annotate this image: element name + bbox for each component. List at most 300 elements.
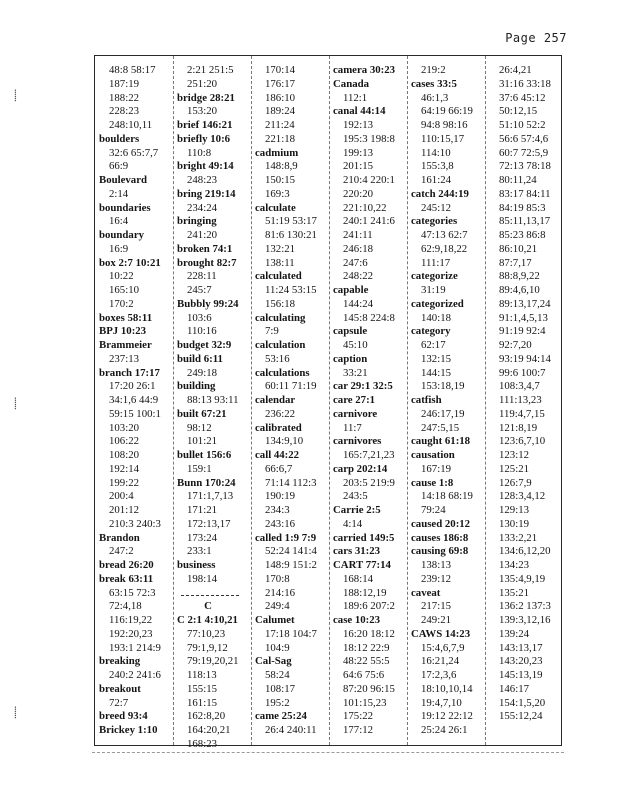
index-term: category — [411, 325, 451, 338]
index-ref: 26:4 240:11 — [265, 724, 317, 736]
index-ref: 101:21 — [187, 435, 217, 448]
index-ref: 239:12 — [421, 572, 451, 585]
index-ref: 48:8 58:17 — [109, 64, 156, 76]
index-ref: 134:9,10 — [265, 435, 304, 448]
index-ref: 165:7,21,23 — [343, 449, 395, 461]
index-ref: 198:14 — [187, 572, 217, 585]
index-ref: 171:1,7,13 — [187, 490, 234, 503]
index-term: boxes 58:11 — [99, 311, 153, 324]
index-ref: 162:8,20 — [187, 710, 226, 723]
index-ref: 16:9 — [109, 242, 129, 255]
index-ref: 241:20 — [187, 229, 217, 241]
index-ref: 56:6 57:4,6 — [499, 132, 549, 145]
index-term: bringing — [177, 215, 217, 228]
index-term: called 1:9 7:9 — [255, 531, 317, 544]
index-ref: 72:7 — [109, 696, 129, 709]
index-term: Cal-Sag — [255, 655, 292, 668]
index-ref: 58:24 — [265, 669, 290, 681]
section-letter: C — [204, 600, 212, 613]
index-ref: 19:12 22:12 — [421, 710, 473, 723]
index-ref: 201:15 — [343, 160, 373, 173]
index-term: build 6:11 — [177, 352, 223, 365]
index-term: breaking — [99, 655, 141, 668]
index-ref: 170:14 — [265, 64, 295, 76]
index-ref: 62:17 — [421, 339, 446, 351]
index-ref: 155:15 — [187, 682, 217, 695]
index-term: categories — [411, 215, 458, 228]
index-ref: 145:8 224:8 — [343, 311, 395, 324]
index-term: box 2:7 10:21 — [99, 256, 161, 269]
index-ref: 143:13,17 — [499, 641, 543, 654]
index-ref: 31:19 — [421, 284, 446, 296]
index-ref: 32:6 65:7,7 — [109, 146, 159, 159]
index-ref: 188:22 — [109, 91, 139, 104]
index-ref: 46:1,3 — [421, 91, 449, 104]
index-ref: 108:17 — [265, 682, 295, 695]
index-term: briefly 10:6 — [177, 132, 231, 145]
index-ref: 123:6,7,10 — [499, 435, 546, 448]
index-term: capsule — [333, 325, 368, 338]
index-ref: 199:13 — [343, 146, 373, 159]
index-ref: 217:15 — [421, 600, 451, 613]
index-term: Brickey 1:10 — [99, 724, 158, 736]
index-ref: 91:19 92:4 — [499, 325, 546, 338]
index-ref: 108:3,4,7 — [499, 380, 540, 393]
index-ref: 104:9 — [265, 641, 290, 654]
index-ref: 18:10,10,14 — [421, 682, 473, 695]
index-ref: 26:4,21 — [499, 64, 532, 76]
index-term: calculations — [255, 366, 310, 379]
index-ref: 85:11,13,17 — [499, 215, 551, 228]
index-ref: 110:15,17 — [421, 132, 465, 145]
index-ref: 60:11 71:19 — [265, 380, 317, 393]
index-term: causes 186:8 — [411, 531, 469, 544]
index-ref: 221:10,22 — [343, 201, 387, 214]
index-ref: 148:9 151:2 — [265, 559, 317, 571]
index-term: carnivore — [333, 407, 378, 420]
index-ref: 155:3,8 — [421, 160, 454, 173]
index-ref: 62:9,18,22 — [421, 242, 468, 255]
index-term: C 2:1 4:10,21 — [177, 614, 238, 626]
index-ref: 171:21 — [187, 504, 217, 516]
index-ref: 11:24 53:15 — [265, 284, 317, 296]
index-ref: 92:7,20 — [499, 339, 532, 351]
index-ref: 245:12 — [421, 201, 451, 214]
index-ref: 246:18 — [343, 242, 373, 255]
index-ref: 121:8,19 — [499, 421, 538, 434]
index-ref: 221:18 — [265, 132, 295, 145]
index-ref: 170:8 — [265, 572, 290, 585]
margin-mark-1: ⸽ — [14, 89, 17, 102]
index-ref: 51:19 53:17 — [265, 215, 317, 228]
index-term: Calumet — [255, 614, 295, 626]
index-ref: 146:17 — [499, 682, 529, 695]
index-ref: 135:4,9,19 — [499, 572, 546, 585]
index-term: breakout — [99, 682, 141, 695]
index-term: carried 149:5 — [333, 531, 395, 544]
index-ref: 123:12 — [499, 449, 529, 461]
index-ref: 126:7,9 — [499, 476, 532, 489]
index-ref: 211:24 — [265, 119, 295, 131]
section-rule — [175, 587, 253, 601]
index-term: boundaries — [99, 201, 151, 214]
index-term: bridge 28:21 — [177, 91, 235, 104]
index-term: breed 93:4 — [99, 710, 148, 723]
index-column-3 — [253, 64, 331, 738]
index-term: causation — [411, 449, 455, 461]
index-ref: 234:24 — [187, 201, 217, 214]
index-ref: 18:12 22:9 — [343, 641, 390, 654]
index-ref: 88:13 93:11 — [187, 394, 239, 406]
index-ref: 247:6 — [343, 256, 368, 269]
index-term: bullet 156:6 — [177, 449, 232, 461]
index-ref: 15:4,6,7,9 — [421, 641, 465, 654]
index-term: carnivores — [333, 435, 382, 448]
index-term: Brandon — [99, 531, 140, 544]
index-ref: 240:2 241:6 — [109, 669, 161, 681]
index-ref: 136:2 137:3 — [499, 600, 551, 613]
index-ref: 195:3 198:8 — [343, 132, 395, 145]
index-ref: 144:24 — [343, 297, 373, 310]
index-ref: 50:12,15 — [499, 105, 538, 118]
index-ref: 88:8,9,22 — [499, 270, 540, 283]
index-ref: 16:4 — [109, 215, 129, 228]
index-ref: 132:15 — [421, 352, 451, 365]
index-term: caveat — [411, 586, 441, 599]
index-ref: 64:6 75:6 — [343, 669, 385, 681]
index-ref: 234:3 — [265, 504, 290, 516]
index-ref: 33:21 — [343, 366, 368, 379]
index-term: caption — [333, 352, 368, 365]
index-ref: 201:12 — [109, 504, 139, 516]
index-ref: 195:2 — [265, 696, 290, 709]
index-ref: 45:10 — [343, 339, 368, 351]
index-term: Brammeier — [99, 339, 152, 351]
index-ref: 17:2,3,6 — [421, 669, 457, 681]
index-ref: 173:24 — [187, 531, 217, 544]
index-column-5 — [409, 64, 487, 738]
index-term: catfish — [411, 394, 442, 406]
index-term: broken 74:1 — [177, 242, 233, 255]
index-ref: 153:18,19 — [421, 380, 465, 393]
index-column-6 — [487, 64, 565, 724]
index-ref: 51:10 52:2 — [499, 119, 546, 131]
index-ref: 89:4,6,10 — [499, 284, 540, 296]
index-ref: 31:16 33:18 — [499, 77, 551, 90]
index-term: Boulevard — [99, 174, 147, 186]
index-ref: 153:20 — [187, 105, 217, 118]
index-ref: 98:12 — [187, 421, 212, 434]
index-ref: 241:11 — [343, 229, 373, 241]
index-term: canal 44:14 — [333, 105, 386, 118]
index-ref: 210:4 220:1 — [343, 174, 395, 186]
index-term: budget 32:9 — [177, 339, 232, 351]
index-ref: 59:15 100:1 — [109, 407, 161, 420]
bottom-rule — [92, 752, 564, 753]
index-ref: 110:8 — [187, 146, 212, 159]
index-ref: 140:18 — [421, 311, 451, 324]
index-ref: 64:19 66:19 — [421, 105, 473, 118]
index-term: calendar — [255, 394, 296, 406]
index-ref: 85:23 86:8 — [499, 229, 546, 241]
index-term: brief 146:21 — [177, 119, 233, 131]
index-ref: 133:2,21 — [499, 531, 538, 544]
index-ref: 154:1,5,20 — [499, 696, 546, 709]
index-ref: 155:12,24 — [499, 710, 543, 723]
index-term: causing 69:8 — [411, 545, 469, 558]
index-ref: 248:23 — [187, 174, 217, 186]
index-ref: 110:16 — [187, 325, 217, 338]
index-term: catch 244:19 — [411, 187, 469, 200]
index-ref: 246:17,19 — [421, 407, 465, 420]
index-term: cause 1:8 — [411, 476, 454, 489]
index-ref: 79:1,9,12 — [187, 641, 228, 654]
index-ref: 81:6 130:21 — [265, 229, 317, 241]
index-ref: 17:20 26:1 — [109, 380, 156, 393]
index-ref: 103:6 — [187, 311, 212, 324]
index-term: caused 20:12 — [411, 517, 471, 530]
index-term: cars 31:23 — [333, 545, 381, 558]
index-ref: 200:4 — [109, 490, 134, 503]
index-term: break 63:11 — [99, 572, 154, 585]
index-term: CART 77:14 — [333, 559, 391, 571]
index-ref: 161:15 — [187, 696, 217, 709]
index-ref: 189:6 207:2 — [343, 600, 395, 613]
index-ref: 168:14 — [343, 572, 373, 585]
index-term: business — [177, 559, 216, 571]
index-ref: 53:16 — [265, 352, 290, 365]
index-ref: 132:21 — [265, 242, 295, 255]
index-ref: 93:19 94:14 — [499, 352, 551, 365]
index-term: BPJ 10:23 — [99, 325, 147, 338]
index-ref: 66:6,7 — [265, 462, 293, 475]
index-ref: 164:20,21 — [187, 724, 231, 736]
index-ref: 128:3,4,12 — [499, 490, 546, 503]
index-ref: 203:5 219:9 — [343, 476, 395, 489]
index-term: calculating — [255, 311, 306, 324]
index-ref: 193:1 214:9 — [109, 641, 161, 654]
margin-mark-2: ⸽ — [14, 397, 17, 410]
index-ref: 47:13 62:7 — [421, 229, 468, 241]
index-ref: 248:22 — [343, 270, 373, 283]
index-ref: 251:20 — [187, 77, 217, 90]
index-ref: 143:20,23 — [499, 655, 543, 668]
index-ref: 144:15 — [421, 366, 451, 379]
index-term: calibrated — [255, 421, 302, 434]
index-ref: 138:11 — [265, 256, 295, 269]
index-ref: 60:7 72:5,9 — [499, 146, 549, 159]
index-term: cadmium — [255, 146, 299, 159]
index-ref: 80:11,24 — [499, 174, 537, 186]
index-ref: 228:23 — [109, 105, 139, 118]
index-ref: 101:15,23 — [343, 696, 387, 709]
index-ref: 247:2 — [109, 545, 134, 558]
index-ref: 84:19 85:3 — [499, 201, 546, 214]
index-ref: 177:12 — [343, 724, 373, 736]
index-ref: 240:1 241:6 — [343, 215, 395, 228]
index-ref: 4:14 — [343, 517, 363, 530]
index-ref: 114:10 — [421, 146, 451, 159]
index-term: bring 219:14 — [177, 187, 236, 200]
index-ref: 112:1 — [343, 91, 368, 104]
index-ref: 219:2 — [421, 64, 446, 76]
index-ref: 16:20 18:12 — [343, 627, 395, 640]
index-ref: 233:1 — [187, 545, 212, 558]
index-term: bread 26:20 — [99, 559, 154, 571]
index-ref: 83:17 84:11 — [499, 187, 551, 200]
index-ref: 89:13,17,24 — [499, 297, 551, 310]
index-term: Bubbly 99:24 — [177, 297, 239, 310]
index-ref: 72:4,18 — [109, 600, 142, 613]
index-ref: 192:14 — [109, 462, 139, 475]
index-term: boundary — [99, 229, 145, 241]
index-term: caught 61:18 — [411, 435, 471, 448]
index-ref: 243:16 — [265, 517, 295, 530]
index-ref: 148:8,9 — [265, 160, 298, 173]
index-ref: 63:15 72:3 — [109, 586, 156, 599]
index-term: carp 202:14 — [333, 462, 388, 475]
index-ref: 138:13 — [421, 559, 451, 571]
index-ref: 189:24 — [265, 105, 295, 118]
index-ref: 145:13,19 — [499, 669, 543, 681]
index-ref: 167:19 — [421, 462, 451, 475]
index-ref: 214:16 — [265, 586, 295, 599]
index-ref: 99:6 100:7 — [499, 366, 546, 379]
index-term: care 27:1 — [333, 394, 376, 406]
index-term: case 10:23 — [333, 614, 381, 626]
index-ref: 11:7 — [343, 421, 362, 434]
index-term: bright 49:14 — [177, 160, 234, 173]
index-ref: 156:18 — [265, 297, 295, 310]
index-term: Canada — [333, 77, 370, 90]
index-ref: 192:20,23 — [109, 627, 153, 640]
index-ref: 103:20 — [109, 421, 139, 434]
index-ref: 159:1 — [187, 462, 212, 475]
index-ref: 111:17 — [421, 256, 451, 269]
index-ref: 79:24 — [421, 504, 446, 516]
index-ref: 192:13 — [343, 119, 373, 131]
index-term: CAWS 14:23 — [411, 627, 471, 640]
index-term: built 67:21 — [177, 407, 227, 420]
index-ref: 19:4,7,10 — [421, 696, 462, 709]
index-ref: 66:9 — [109, 160, 129, 173]
index-term: calculation — [255, 339, 306, 351]
index-ref: 71:14 112:3 — [265, 476, 317, 489]
index-ref: 247:5,15 — [421, 421, 460, 434]
index-ref: 210:3 240:3 — [109, 517, 161, 530]
index-ref: 106:22 — [109, 435, 139, 448]
index-ref: 190:19 — [265, 490, 295, 503]
index-ref: 188:12,19 — [343, 586, 387, 599]
index-ref: 34:1,6 44:9 — [109, 394, 159, 406]
index-ref: 161:24 — [421, 174, 451, 186]
index-ref: 72:13 78:18 — [499, 160, 551, 173]
index-term: came 25:24 — [255, 710, 307, 723]
index-ref: 249:21 — [421, 614, 451, 626]
index-term: Carrie 2:5 — [333, 504, 381, 516]
index-ref: 248:10,11 — [109, 119, 153, 131]
index-ref: 243:5 — [343, 490, 368, 503]
index-box — [94, 55, 562, 750]
index-ref: 125:21 — [499, 462, 529, 475]
index-term: call 44:22 — [255, 449, 300, 461]
index-term: capable — [333, 284, 369, 296]
index-ref: 94:8 98:16 — [421, 119, 468, 131]
index-ref: 150:15 — [265, 174, 295, 186]
index-ref: 2:14 — [109, 187, 129, 200]
index-term: categorized — [411, 297, 464, 310]
index-ref: 129:13 — [499, 504, 529, 516]
index-ref: 134:23 — [499, 559, 529, 571]
index-term: cases 33:5 — [411, 77, 457, 90]
page-label: Page 257 — [505, 31, 567, 45]
index-ref: 79:19,20,21 — [187, 655, 239, 668]
index-ref: 130:19 — [499, 517, 529, 530]
index-term: camera 30:23 — [333, 64, 396, 76]
index-ref: 10:22 — [109, 270, 134, 283]
index-ref: 186:10 — [265, 91, 295, 104]
index-ref: 108:20 — [109, 449, 139, 461]
index-ref: 7:9 — [265, 325, 279, 338]
index-ref: 165:10 — [109, 284, 139, 296]
index-ref: 139:3,12,16 — [499, 614, 551, 626]
index-term: Bunn 170:24 — [177, 476, 236, 489]
index-ref: 176:17 — [265, 77, 295, 90]
index-term: building — [177, 380, 216, 393]
index-ref: 52:24 141:4 — [265, 545, 317, 558]
index-ref: 87:20 96:15 — [343, 682, 395, 695]
index-ref: 199:22 — [109, 476, 139, 489]
index-term: branch 17:17 — [99, 366, 160, 379]
index-column-1 — [97, 64, 175, 738]
index-ref: 118:13 — [187, 669, 217, 681]
index-term: car 29:1 32:5 — [333, 380, 393, 393]
index-ref: 25:24 26:1 — [421, 724, 468, 736]
index-ref: 77:10,23 — [187, 627, 226, 640]
index-term: brought 82:7 — [177, 256, 237, 269]
index-ref: 17:18 104:7 — [265, 627, 317, 640]
index-ref: 236:22 — [265, 407, 295, 420]
index-ref: 249:4 — [265, 600, 290, 613]
index-ref: 37:6 45:12 — [499, 91, 546, 104]
index-term: calculated — [255, 270, 302, 283]
index-ref: 16:21,24 — [421, 655, 460, 668]
index-ref: 87:7,17 — [499, 256, 532, 269]
index-ref: 170:2 — [109, 297, 134, 310]
margin-mark-3: ⸽ — [14, 706, 17, 719]
index-column-2 — [175, 64, 253, 752]
index-ref: 91:1,4,5,13 — [499, 311, 548, 324]
index-ref: 172:13,17 — [187, 517, 231, 530]
index-ref: 175:22 — [343, 710, 373, 723]
index-ref: 168:23 — [187, 737, 217, 750]
index-ref: 135:21 — [499, 586, 529, 599]
index-ref: 111:13,23 — [499, 394, 542, 406]
index-ref: 220:20 — [343, 187, 373, 200]
index-ref: 249:18 — [187, 366, 217, 379]
index-ref: 2:21 251:5 — [187, 64, 234, 76]
index-ref: 119:4,7,15 — [499, 407, 545, 420]
index-ref: 245:7 — [187, 284, 212, 296]
index-ref: 116:19,22 — [109, 614, 153, 626]
index-ref: 169:3 — [265, 187, 290, 200]
index-column-4 — [331, 64, 409, 738]
index-ref: 14:18 68:19 — [421, 490, 473, 503]
index-ref: 134:6,12,20 — [499, 545, 551, 558]
index-ref: 187:19 — [109, 77, 139, 90]
index-ref: 86:10,21 — [499, 242, 538, 255]
index-term: calculate — [255, 201, 296, 214]
